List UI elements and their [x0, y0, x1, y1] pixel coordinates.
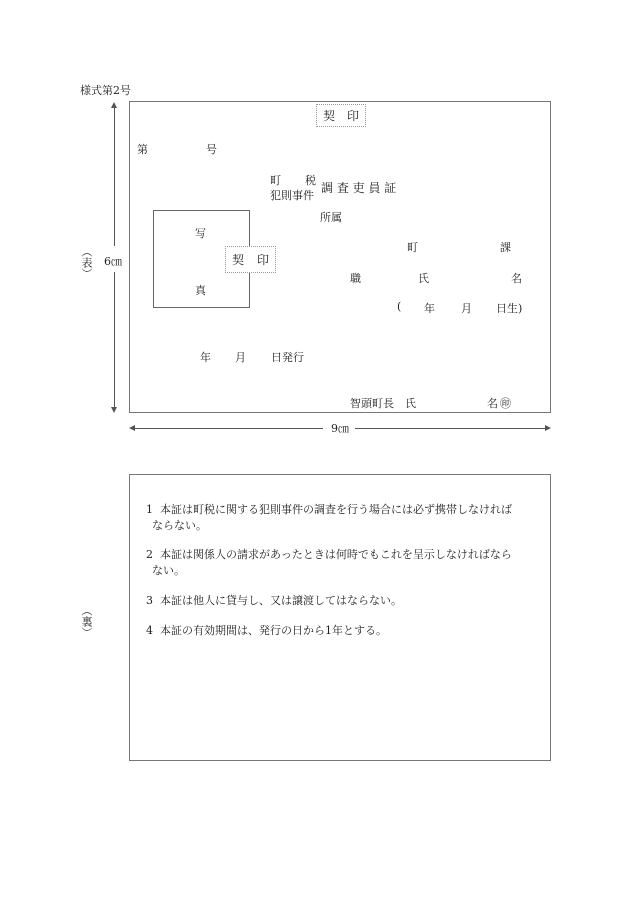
note-text: 本証の有効期間は、発行の日から1年とする。 [160, 624, 387, 637]
title-main: 調 査 吏 員 証 [321, 181, 397, 195]
height-dimension-line-bottom [114, 272, 115, 408]
note-text: 本証は他人に貸与し、又は譲渡してはならない。 [160, 594, 402, 607]
note-item-3 [146, 593, 541, 609]
issuer-name-label: 名 [487, 397, 498, 410]
number-prefix: 第 [137, 143, 148, 156]
birth-open: ( [397, 300, 402, 313]
note-text: 本証は関係人の請求があったときは何時でもこれを呈示しなければなら [160, 548, 512, 561]
top-tally-seal [316, 104, 366, 127]
arrow-right-icon [545, 425, 551, 431]
affiliation-label: 所属 [320, 211, 342, 224]
note-number: 2 [146, 548, 153, 561]
issue-year: 年 [200, 351, 211, 364]
name-label-1: 氏 [418, 272, 429, 285]
name-label-2: 名 [511, 272, 522, 285]
width-dimension-line-left [133, 428, 323, 429]
note-text-cont: ない。 [152, 564, 185, 577]
seal-char: 印 [256, 253, 269, 267]
photo-tally-seal [225, 246, 276, 273]
form-title: 様式第2号 [80, 84, 131, 97]
seal-char: 契 [232, 253, 245, 267]
job-label: 職 [350, 272, 361, 285]
photo-label-bottom: 真 [195, 284, 206, 297]
note-item-4 [146, 623, 541, 639]
height-dimension-line-top [114, 106, 115, 246]
arrow-down-icon [111, 407, 117, 413]
height-label: 6㎝ [104, 255, 122, 268]
title-town: 町 [270, 174, 281, 187]
dept-section: 課 [500, 241, 511, 254]
issue-month: 月 [235, 351, 246, 364]
width-label: 9㎝ [331, 422, 349, 435]
birth-year: 年 [424, 302, 435, 315]
seal-char: 印 [346, 109, 359, 123]
photo-label-top: 写 [195, 227, 206, 240]
note-item-2 [146, 547, 541, 579]
dept-town: 町 [407, 241, 418, 254]
issue-day: 日発行 [271, 351, 304, 364]
back-side-label: （裏） [80, 605, 93, 638]
title-tax: 税 [305, 174, 316, 187]
note-number: 4 [146, 624, 153, 637]
title-criminal-case: 犯則事件 [270, 189, 314, 202]
note-item-1 [146, 502, 541, 534]
front-side-label: （表） [80, 246, 93, 279]
seal-mark-icon: ㊞ [500, 397, 511, 410]
birth-month: 月 [461, 302, 472, 315]
note-number: 1 [146, 503, 153, 516]
issuer: 智頭町長 氏 [350, 397, 416, 410]
note-text-cont: ならない。 [152, 519, 207, 532]
note-number: 3 [146, 594, 153, 607]
number-suffix: 号 [206, 143, 217, 156]
birth-day: 日生) [496, 302, 523, 315]
note-text: 本証は町税に関する犯則事件の調査を行う場合には必ず携帯しなければ [160, 503, 512, 516]
seal-char: 契 [323, 109, 336, 123]
width-dimension-line-right [355, 428, 545, 429]
